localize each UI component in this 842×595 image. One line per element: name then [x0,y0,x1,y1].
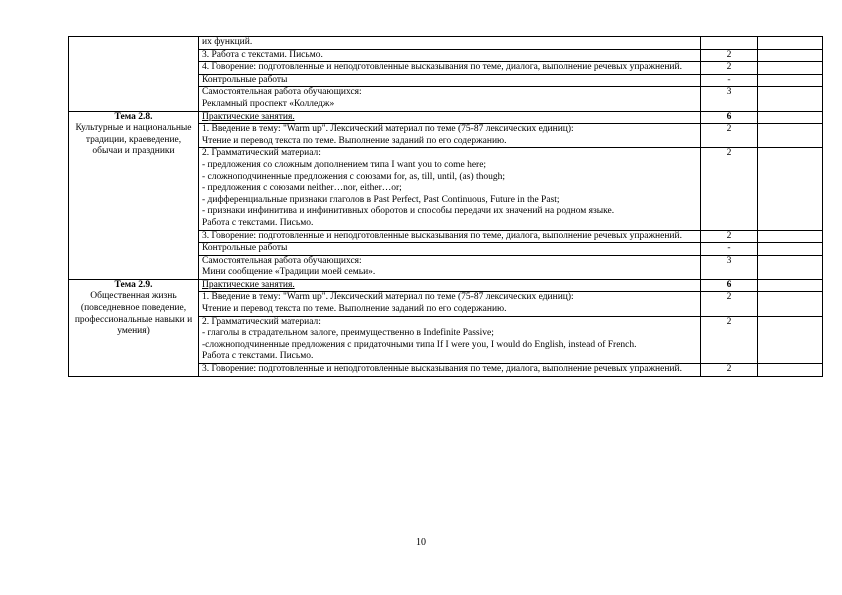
content-line: 1. Введение в тему: "Warm up". Лексический материал по теме (75-87 лексических единиц): [202,124,574,135]
level-cell [758,111,823,124]
content-line: 3. Работа с текстами. Письмо. [202,49,323,60]
content-cell [199,292,701,316]
content-line: - сложноподчиненные предложения с союзами for, as, till, until, (as) though; [202,171,506,182]
level-cell [758,279,823,292]
content-line: Мини сообщение «Традиции моей семьи». [202,267,376,278]
content-line: -сложноподчиненные предложения с придаточными типа If I were you, I would do English, instead of French. [202,339,637,350]
level-cell [758,87,823,111]
content-line: 4. Говорение: подготовленные и неподготовленные высказывания по теме, диалога, выполнение речевых упражнений. [202,62,682,73]
content-cell [199,74,701,87]
table-row [69,111,823,124]
level-cell [758,364,823,377]
level-cell [758,230,823,243]
content-cell [199,148,701,230]
topic-description: Общественная жизнь (повседневное поведение, профессиональные навыки и умения) [74,291,193,337]
page-number: 10 [416,537,426,548]
table-row [69,37,823,50]
content-line: 3. Говорение: подготовленные и неподготовленные высказывания по теме, диалога, выполнение речевых упражнений. [202,364,682,375]
content-cell [199,49,701,62]
content-line: Рекламный проспект «Колледж» [202,98,335,109]
content-line: - глаголы в страдательном залоге, преимущественно в Indefinite Passive; [202,328,494,339]
content-line: - дифференциальные признаки глаголов в Past Perfect, Past Continuous, Future in the Past; [202,194,560,205]
hours-cell: 2 [701,292,758,316]
content-line: Практические занятия. [202,279,295,290]
topic-title: Тема 2.8. [114,111,153,122]
level-cell [758,255,823,279]
content-line: Чтение и перевод текста по теме. Выполнение заданий по его содержанию. [202,135,507,146]
table-row [69,279,823,292]
content-cell [199,243,701,256]
content-line: их функций. [202,37,253,47]
content-line: - признаки инфинитива и инфинитивных оборотов и способы передачи их значений на родном языке. [202,206,615,217]
level-cell [758,316,823,363]
table-body [69,37,823,377]
content-line: 2. Грамматический материал: [202,316,321,327]
level-cell [758,124,823,148]
content-line: - предложения со сложным дополнением типа I want you to come here; [202,159,487,170]
hours-cell: 2 [701,49,758,62]
hours-cell: - [701,243,758,256]
content-line: 2. Грамматический материал: [202,148,321,159]
level-cell [758,37,823,50]
content-line: 1. Введение в тему: "Warm up". Лексический материал по теме (75-87 лексических единиц): [202,292,574,303]
topic-title: Тема 2.9. [114,279,153,290]
content-cell [199,37,701,50]
hours-cell: 2 [701,62,758,75]
content-cell [199,124,701,148]
topic-description: Культурные и национальные традиции, краеведение, обычаи и праздники [75,123,192,157]
content-line: Самостоятельная работа обучающихся: [202,87,362,98]
level-cell [758,62,823,75]
hours-cell: 3 [701,87,758,111]
content-line: Самостоятельная работа обучающихся: [202,255,362,266]
content-cell [199,230,701,243]
hours-cell: 2 [701,230,758,243]
content-cell [199,255,701,279]
hours-cell [701,37,758,50]
content-line: Практические занятия. [202,111,295,122]
topic-cell [69,111,199,279]
content-line: Чтение и перевод текста по теме. Выполнение заданий по его содержанию. [202,304,507,315]
topic-cell [69,279,199,376]
hours-cell: 2 [701,364,758,377]
content-cell [199,111,701,124]
content-line: Работа с текстами. Письмо. [202,351,314,362]
hours-cell: 2 [701,124,758,148]
content-line: - предложения с союзами neither…nor, either…or; [202,183,402,194]
content-cell [199,87,701,111]
content-line: Контрольные работы [202,243,288,254]
content-cell [199,62,701,75]
level-cell [758,74,823,87]
level-cell [758,49,823,62]
content-cell [199,364,701,377]
content-cell [199,316,701,363]
level-cell [758,243,823,256]
curriculum-table [68,36,823,377]
content-line: Работа с текстами. Письмо. [202,217,314,228]
hours-cell: 6 [701,279,758,292]
level-cell [758,148,823,230]
level-cell [758,292,823,316]
hours-cell: 2 [701,148,758,230]
content-line: 3. Говорение: подготовленные и неподготовленные высказывания по теме, диалога, выполнение речевых упражнений. [202,230,682,241]
hours-cell: 2 [701,316,758,363]
hours-cell: 6 [701,111,758,124]
topic-cell [69,37,199,112]
hours-cell: 3 [701,255,758,279]
content-cell [199,279,701,292]
content-line: Контрольные работы [202,74,288,85]
hours-cell: - [701,74,758,87]
